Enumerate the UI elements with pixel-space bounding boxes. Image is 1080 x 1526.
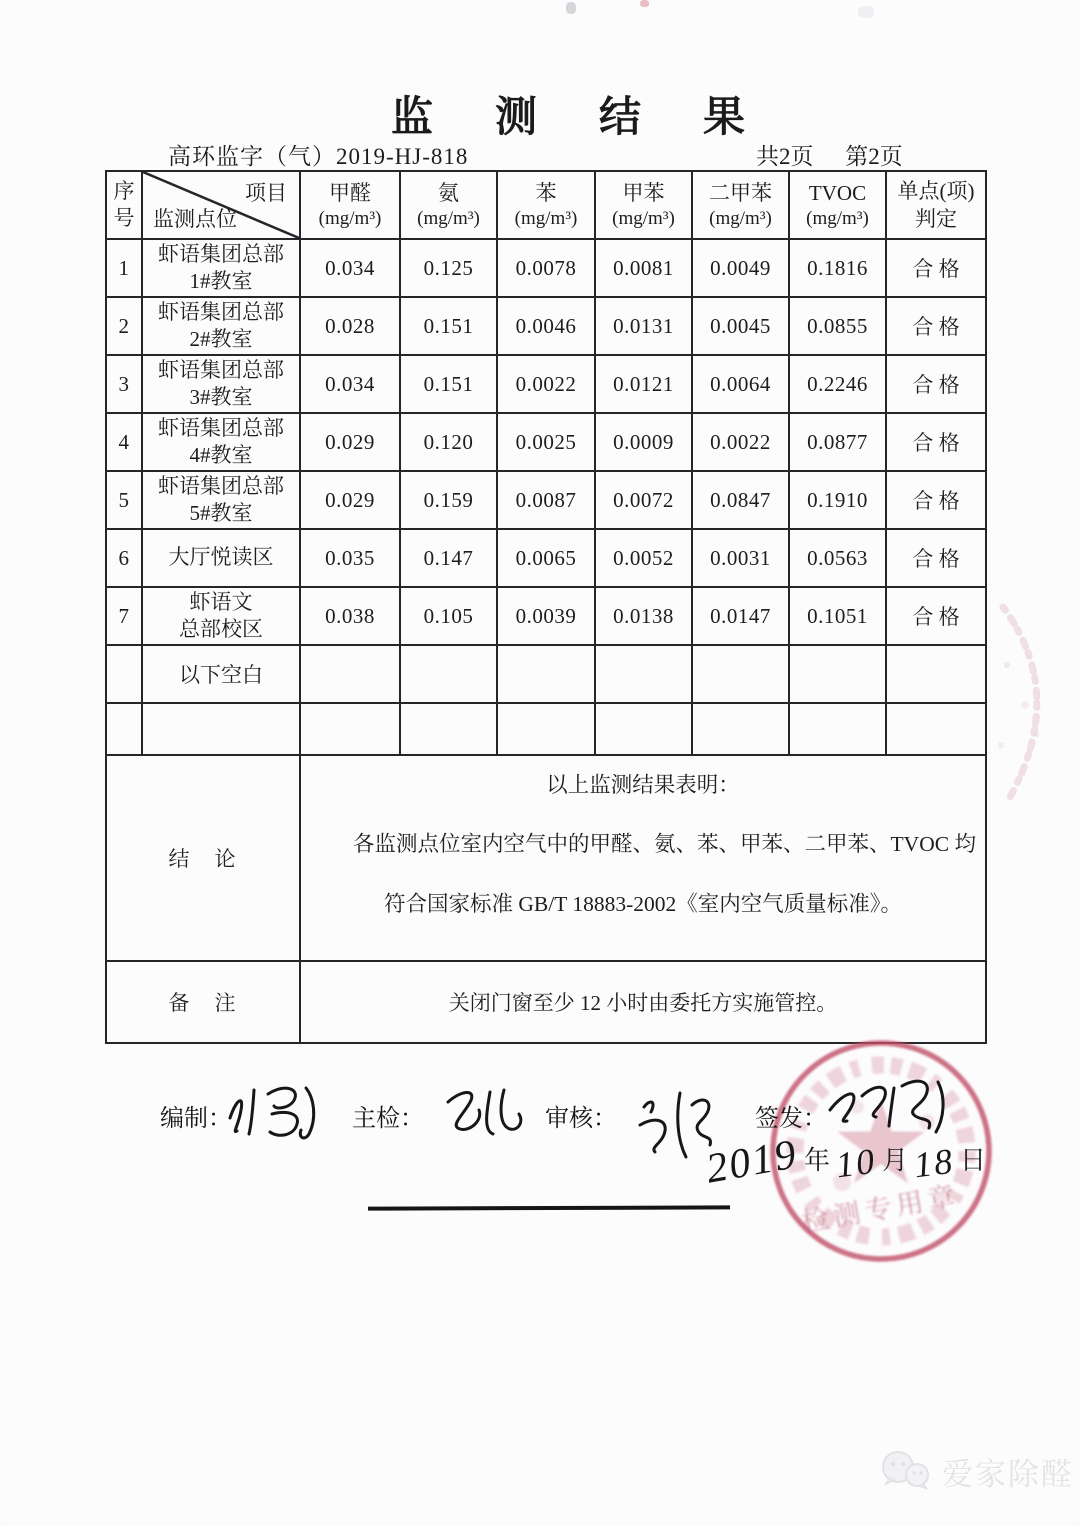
- value-formaldehyde: 0.029: [300, 471, 400, 529]
- judgment-cell: 合 格: [886, 529, 986, 587]
- chief-inspector-label: 主检：: [352, 1106, 424, 1132]
- scan-speck: [858, 6, 874, 18]
- header-serial: 序号: [106, 171, 142, 239]
- pages-current: 第2页: [845, 144, 903, 169]
- header-xylene: 二甲苯 (mg/m³): [692, 171, 789, 239]
- empty-cell: [300, 645, 400, 703]
- conclusion-label: 结 论: [106, 755, 300, 961]
- header-benzene: 苯 (mg/m³): [497, 171, 595, 239]
- watermark-text: 爱家除醛: [942, 1456, 1074, 1492]
- value-tvoc: 0.1816: [789, 239, 886, 297]
- value-xylene: 0.0045: [692, 297, 789, 355]
- row-location: 虾语集团总部 5#教室: [142, 471, 300, 529]
- value-xylene: 0.0022: [692, 413, 789, 471]
- value-tvoc: 0.0855: [789, 297, 886, 355]
- empty-cell: [106, 703, 142, 755]
- empty-cell: [400, 645, 497, 703]
- header-toluene: 甲苯 (mg/m³): [595, 171, 692, 239]
- empty-row: [106, 703, 986, 755]
- row-serial: 3: [106, 355, 142, 413]
- month-char: 月: [882, 1146, 909, 1175]
- value-xylene: 0.0064: [692, 355, 789, 413]
- value-benzene: 0.0065: [497, 529, 595, 587]
- value-toluene: 0.0081: [595, 239, 692, 297]
- remarks-label: 备 注: [106, 961, 300, 1043]
- value-benzene: 0.0039: [497, 587, 595, 645]
- judgment-cell: 合 格: [886, 471, 986, 529]
- row-serial: 7: [106, 587, 142, 645]
- reviewed-by-label: 审核：: [545, 1106, 617, 1132]
- wechat-icon: [876, 1448, 934, 1494]
- result-row-7: [106, 587, 986, 645]
- value-ammonia: 0.147: [400, 529, 497, 587]
- judgment-cell: 合 格: [886, 413, 986, 471]
- header-judgment: 单点(项) 判定: [886, 171, 986, 239]
- judgment-cell: 合 格: [886, 239, 986, 297]
- empty-cell: [497, 645, 595, 703]
- date-year: 2019: [702, 1131, 802, 1193]
- value-ammonia: 0.105: [400, 587, 497, 645]
- row-location: 虾语文 总部校区: [142, 587, 300, 645]
- empty-cell: [142, 703, 300, 755]
- page-count: [756, 138, 929, 171]
- value-toluene: 0.0138: [595, 587, 692, 645]
- scan-speck: [640, 0, 649, 7]
- conclusion-line: 以上监测结果表明：: [546, 773, 740, 798]
- value-ammonia: 0.120: [400, 413, 497, 471]
- value-formaldehyde: 0.034: [300, 355, 400, 413]
- value-formaldehyde: 0.035: [300, 529, 400, 587]
- empty-cell: [595, 645, 692, 703]
- date-day: 18: [911, 1140, 957, 1186]
- issue-date: [702, 1131, 992, 1193]
- result-row-2: [106, 297, 986, 355]
- judgment-cell: 合 格: [886, 587, 986, 645]
- header-tvoc: TVOC (mg/m³): [789, 171, 886, 239]
- value-ammonia: 0.159: [400, 471, 497, 529]
- empty-cell: [497, 703, 595, 755]
- prepared-by-label: 编制：: [160, 1106, 232, 1132]
- day-char: 日: [960, 1146, 987, 1175]
- result-row-3: [106, 355, 986, 413]
- issued-by-label: 签发：: [755, 1106, 827, 1132]
- row-location: 虾语集团总部 1#教室: [142, 239, 300, 297]
- value-toluene: 0.0121: [595, 355, 692, 413]
- empty-cell: [692, 703, 789, 755]
- value-toluene: 0.0052: [595, 529, 692, 587]
- page-title: 监测结果: [390, 95, 807, 141]
- conclusion-row: [106, 755, 986, 961]
- table-header-row: [106, 171, 986, 239]
- value-toluene: 0.0009: [595, 413, 692, 471]
- value-tvoc: 0.0877: [789, 413, 886, 471]
- value-ammonia: 0.125: [400, 239, 497, 297]
- value-formaldehyde: 0.028: [300, 297, 400, 355]
- pages-total: 共2页: [756, 144, 814, 169]
- empty-cell: [789, 645, 886, 703]
- value-tvoc: 0.2246: [789, 355, 886, 413]
- blank-row: [106, 645, 986, 703]
- value-xylene: 0.0049: [692, 239, 789, 297]
- signature-prepared: [222, 1078, 337, 1146]
- row-location: 虾语集团总部 2#教室: [142, 297, 300, 355]
- empty-cell: [595, 703, 692, 755]
- row-serial: [106, 645, 142, 703]
- signature-chief: [438, 1082, 538, 1146]
- value-ammonia: 0.151: [400, 355, 497, 413]
- row-location: 大厅悦读区: [142, 529, 300, 587]
- scan-speck: [566, 2, 576, 14]
- value-tvoc: 0.0563: [789, 529, 886, 587]
- watermark: [876, 1448, 1074, 1494]
- result-row-4: [106, 413, 986, 471]
- conclusion-line: 符合国家标准 GB/T 18883-2002《室内空气质量标准》。: [384, 891, 902, 916]
- value-benzene: 0.0022: [497, 355, 595, 413]
- header-point-label: 监测点位: [153, 207, 237, 231]
- value-benzene: 0.0087: [497, 471, 595, 529]
- value-xylene: 0.0147: [692, 587, 789, 645]
- empty-cell: [692, 645, 789, 703]
- faint-stamp-arc: [955, 575, 1080, 825]
- doc-number: 高环监字（气）2019-HJ-818: [168, 144, 469, 169]
- empty-cell: [400, 703, 497, 755]
- header-diagonal-cell: [142, 171, 300, 239]
- row-serial: 1: [106, 239, 142, 297]
- value-formaldehyde: 0.029: [300, 413, 400, 471]
- result-row-5: [106, 471, 986, 529]
- value-formaldehyde: 0.034: [300, 239, 400, 297]
- value-toluene: 0.0131: [595, 297, 692, 355]
- result-row-1: [106, 239, 986, 297]
- row-location: 虾语集团总部 3#教室: [142, 355, 300, 413]
- signature-rule: [368, 1205, 730, 1210]
- header-item-label: 项目: [245, 181, 287, 205]
- row-location: 虾语集团总部 4#教室: [142, 413, 300, 471]
- header-ammonia: 氨 (mg/m³): [400, 171, 497, 239]
- seal-text: 检测专用章: [799, 1180, 963, 1238]
- row-serial: 5: [106, 471, 142, 529]
- value-formaldehyde: 0.038: [300, 587, 400, 645]
- signature-issuer: [822, 1074, 962, 1144]
- result-row-6: [106, 529, 986, 587]
- row-serial: 4: [106, 413, 142, 471]
- value-tvoc: 0.1910: [789, 471, 886, 529]
- row-serial: 6: [106, 529, 142, 587]
- year-char: 年: [804, 1146, 831, 1175]
- row-serial: 2: [106, 297, 142, 355]
- conclusion-line: 各监测点位室内空气中的甲醛、氨、苯、甲苯、二甲苯、TVOC 均: [353, 832, 976, 857]
- value-toluene: 0.0072: [595, 471, 692, 529]
- judgment-cell: 合 格: [886, 355, 986, 413]
- monitoring-results-table: [105, 170, 987, 1044]
- judgment-cell: 合 格: [886, 297, 986, 355]
- value-benzene: 0.0078: [497, 239, 595, 297]
- empty-cell: [300, 703, 400, 755]
- value-xylene: 0.0847: [692, 471, 789, 529]
- remarks-body: 关闭门窗至少 12 小时由委托方实施管控。: [300, 961, 986, 1043]
- value-tvoc: 0.1051: [789, 587, 886, 645]
- value-benzene: 0.0046: [497, 297, 595, 355]
- blank-below-label: 以下空白: [142, 645, 300, 703]
- header-formaldehyde: 甲醛 (mg/m³): [300, 171, 400, 239]
- conclusion-body: [300, 755, 986, 961]
- date-month: 10: [833, 1140, 879, 1186]
- remarks-row: [106, 961, 986, 1043]
- value-xylene: 0.0031: [692, 529, 789, 587]
- value-benzene: 0.0025: [497, 413, 595, 471]
- value-ammonia: 0.151: [400, 297, 497, 355]
- empty-cell: [789, 703, 886, 755]
